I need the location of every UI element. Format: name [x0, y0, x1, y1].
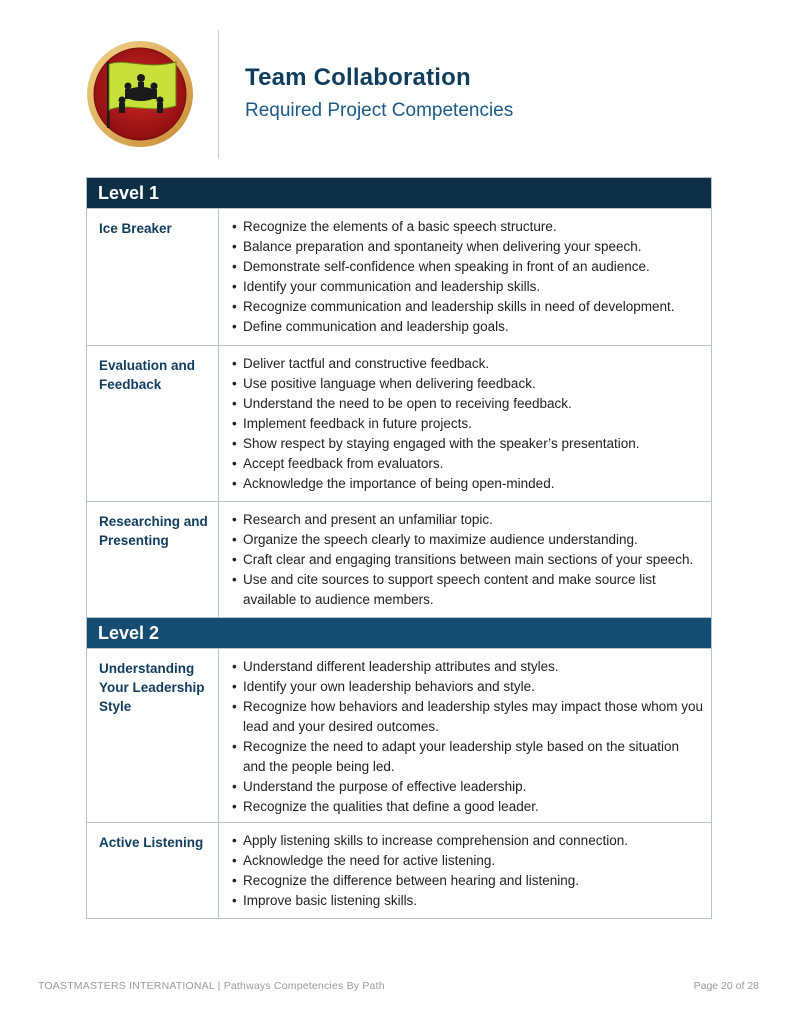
- competency-list: [232, 831, 705, 911]
- page-title: Team Collaboration: [245, 64, 471, 91]
- team-collaboration-badge-icon: [86, 40, 194, 148]
- project-row: [87, 648, 711, 823]
- competency-item: • Organize the speech clearly to maximize audience understanding.: [232, 530, 705, 550]
- level-header: Level 2: [87, 618, 711, 648]
- competency-item: • Recognize communication and leadership skills in need of development.: [232, 297, 705, 317]
- competency-item: • Acknowledge the need for active listening.: [232, 851, 705, 871]
- competency-list: [232, 657, 705, 817]
- competency-item: • Apply listening skills to increase comprehension and connection.: [232, 831, 705, 851]
- project-name: Researching and Presenting: [87, 502, 219, 617]
- competency-list-cell: [219, 209, 711, 345]
- competency-item: • Deliver tactful and constructive feedback.: [232, 354, 705, 374]
- competency-list-cell: [219, 649, 711, 822]
- competency-item: • Identify your communication and leadership skills.: [232, 277, 705, 297]
- level-header: Level 1: [87, 178, 711, 208]
- competency-item: • Improve basic listening skills.: [232, 891, 705, 911]
- competency-item: • Recognize the elements of a basic speech structure.: [232, 217, 705, 237]
- header-divider: [218, 30, 219, 159]
- competency-item: • Show respect by staying engaged with the speaker’s presentation.: [232, 434, 705, 454]
- competency-item: • Implement feedback in future projects.: [232, 414, 705, 434]
- competency-list-cell: [219, 502, 711, 617]
- footer-source: TOASTMASTERS INTERNATIONAL | Pathways Competencies By Path: [38, 980, 385, 992]
- competency-list: [232, 510, 705, 610]
- competency-item: • Understand different leadership attributes and styles.: [232, 657, 705, 677]
- footer-page-number: Page 20 of 28: [693, 980, 759, 992]
- competency-item: • Acknowledge the importance of being open-minded.: [232, 474, 705, 494]
- project-row: [87, 823, 711, 918]
- competency-item: • Recognize how behaviors and leadership styles may impact those whom you lead and your desired outcomes.: [232, 697, 705, 737]
- project-row: [87, 208, 711, 346]
- competency-item: • Identify your own leadership behaviors and style.: [232, 677, 705, 697]
- competency-item: • Research and present an unfamiliar topic.: [232, 510, 705, 530]
- competency-list: [232, 354, 705, 494]
- competency-item: • Recognize the qualities that define a good leader.: [232, 797, 705, 817]
- competency-item: • Recognize the difference between hearing and listening.: [232, 871, 705, 891]
- competency-item: • Define communication and leadership goals.: [232, 317, 705, 337]
- competency-item: • Use positive language when delivering feedback.: [232, 374, 705, 394]
- competency-item: • Accept feedback from evaluators.: [232, 454, 705, 474]
- page-subtitle: Required Project Competencies: [245, 100, 514, 121]
- competencies-table: [86, 177, 712, 919]
- project-name: Understanding Your Leadership Style: [87, 649, 219, 822]
- project-row: [87, 502, 711, 618]
- competency-item: • Demonstrate self-confidence when speaking in front of an audience.: [232, 257, 705, 277]
- competency-item: • Use and cite sources to support speech content and make source list available to audience members.: [232, 570, 705, 610]
- project-name: Active Listening: [87, 823, 219, 918]
- competency-item: • Understand the need to be open to receiving feedback.: [232, 394, 705, 414]
- competency-item: • Balance preparation and spontaneity when delivering your speech.: [232, 237, 705, 257]
- project-name: Evaluation and Feedback: [87, 346, 219, 501]
- competency-item: • Understand the purpose of effective leadership.: [232, 777, 705, 797]
- competency-item: • Craft clear and engaging transitions between main sections of your speech.: [232, 550, 705, 570]
- project-row: [87, 346, 711, 502]
- competency-list-cell: [219, 823, 711, 918]
- project-name: Ice Breaker: [87, 209, 219, 345]
- competency-list-cell: [219, 346, 711, 501]
- competency-item: • Recognize the need to adapt your leadership style based on the situation and the people being led.: [232, 737, 705, 777]
- competency-list: [232, 217, 705, 337]
